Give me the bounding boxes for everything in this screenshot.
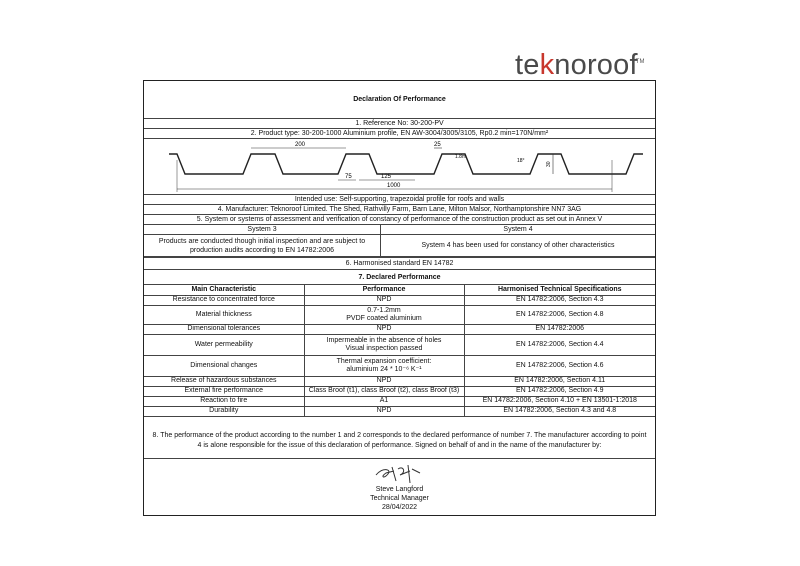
system-4-label: System 4 <box>503 226 533 233</box>
profile-diagram <box>144 139 655 195</box>
row-characteristic: Durability <box>144 406 304 416</box>
dim-75: 75 <box>344 173 352 180</box>
dim-1000: 1000 <box>386 182 400 189</box>
row-characteristic: Reaction to fire <box>144 396 304 406</box>
teknoroof-logo <box>515 49 645 81</box>
intended-use: Intended use: Self-supporting, trapezoidal profile for roofs and walls <box>144 195 655 205</box>
system-headers <box>144 225 655 235</box>
system-3-text: Products are conducted though initial inspection and are subject to production audits according to EN 14782:2006 <box>144 235 381 256</box>
table-row <box>144 324 655 334</box>
row-specification: EN 14782:2006, Section 4.3 and 4.8 <box>464 406 655 416</box>
dim-angle: 18° <box>516 157 525 164</box>
table-header-row <box>144 285 655 295</box>
reference-number: 1. Reference No: 30-200-PV <box>144 119 655 129</box>
table-row <box>144 376 655 386</box>
dim-125: 125 <box>380 173 391 180</box>
product-type: 2. Product type: 30-200-1000 Aluminium profile, EN AW-3004/3005/3105, Rp0.2 min=170N/mm² <box>144 129 655 139</box>
row-specification: EN 14782:2006 <box>464 324 655 334</box>
row-characteristic: External fire performance <box>144 386 304 396</box>
harmonised-standard: 6. Harmonised standard EN 14782 <box>144 257 655 270</box>
logo-text-1: te <box>515 49 540 81</box>
table-row <box>144 396 655 406</box>
signature-block <box>144 459 655 517</box>
row-characteristic: Water permeability <box>144 334 304 355</box>
trapezoidal-profile-drawing <box>145 140 655 194</box>
row-performance: 0.7-1.2mm PVDF coated aluminium <box>304 305 464 324</box>
row-performance: Class Broof (t1), class Broof (t2), class Broof (t3) <box>304 386 464 396</box>
header-main-characteristic: Main Characteristic <box>144 285 304 295</box>
dim-25: 25 <box>433 141 441 148</box>
row-characteristic: Dimensional tolerances <box>144 324 304 334</box>
table-row <box>144 295 655 305</box>
dim-30: 30 <box>545 160 552 167</box>
signature-image <box>370 461 430 485</box>
row-specification: EN 14782:2006, Section 4.6 <box>464 355 655 376</box>
row-specification: EN 14782:2006, Section 4.10 + EN 13501-1:2018 <box>464 396 655 406</box>
logo-tm: TM <box>635 59 645 65</box>
performance-table <box>144 285 655 417</box>
dim-thickness: 1.8m <box>454 153 466 160</box>
logo-text-2: k <box>539 49 555 81</box>
signature-date: 28/04/2022 <box>381 504 418 511</box>
declared-performance-heading: 7. Declared Performance <box>144 270 655 285</box>
row-performance: Thermal expansion coefficient: aluminium 24 * 10⁻⁶ K⁻¹ <box>304 355 464 376</box>
table-row <box>144 355 655 376</box>
declaration-statement: 8. The performance of the product according to the number 1 and 2 corresponds to the declared performance of number 7. The manufacturer according to point 4 is alone responsible for the issue of this declaration of performance. Signed on behalf of and in the name of the manufacturer by: <box>144 429 655 459</box>
manufacturer: 4. Manufacturer: Teknoroof Limited. The Shed, Rathvilly Farm, Barn Lane, Milton Malsor, Northamptonshire NN7 3AG <box>144 205 655 215</box>
header-specifications: Harmonised Technical Specifications <box>464 285 655 295</box>
table-row <box>144 334 655 355</box>
table-row <box>144 386 655 396</box>
signer-role: Technical Manager <box>370 495 429 502</box>
row-specification: EN 14782:2006, Section 4.4 <box>464 334 655 355</box>
system-details <box>144 235 655 257</box>
row-characteristic: Release of hazardous substances <box>144 376 304 386</box>
row-characteristic: Material thickness <box>144 305 304 324</box>
row-performance: Impermeable in the absence of holes Visual inspection passed <box>304 334 464 355</box>
row-specification: EN 14782:2006, Section 4.9 <box>464 386 655 396</box>
table-row <box>144 406 655 416</box>
system-3-label: System 3 <box>144 225 381 234</box>
row-characteristic: Dimensional changes <box>144 355 304 376</box>
systems-assessment: 5. System or systems of assessment and verification of constancy of performance of the construction product as set out in Annex V <box>144 215 655 225</box>
header-performance: Performance <box>304 285 464 295</box>
row-performance: A1 <box>304 396 464 406</box>
row-specification: EN 14782:2006, Section 4.8 <box>464 305 655 324</box>
row-performance: NPD <box>304 324 464 334</box>
row-performance: NPD <box>304 295 464 305</box>
document-title: Declaration Of Performance <box>144 81 655 119</box>
row-characteristic: Resistance to concentrated force <box>144 295 304 305</box>
signer-name: Steve Langford <box>375 486 424 493</box>
row-performance: NPD <box>304 376 464 386</box>
row-specification: EN 14782:2006, Section 4.11 <box>464 376 655 386</box>
table-row <box>144 305 655 324</box>
logo-text-3: noroof <box>554 49 638 81</box>
dim-200: 200 <box>294 141 305 148</box>
row-performance: NPD <box>304 406 464 416</box>
declaration-document <box>143 80 656 516</box>
system-4-text: System 4 has been used for constancy of other characteristics <box>421 242 615 249</box>
row-specification: EN 14782:2006, Section 4.3 <box>464 295 655 305</box>
